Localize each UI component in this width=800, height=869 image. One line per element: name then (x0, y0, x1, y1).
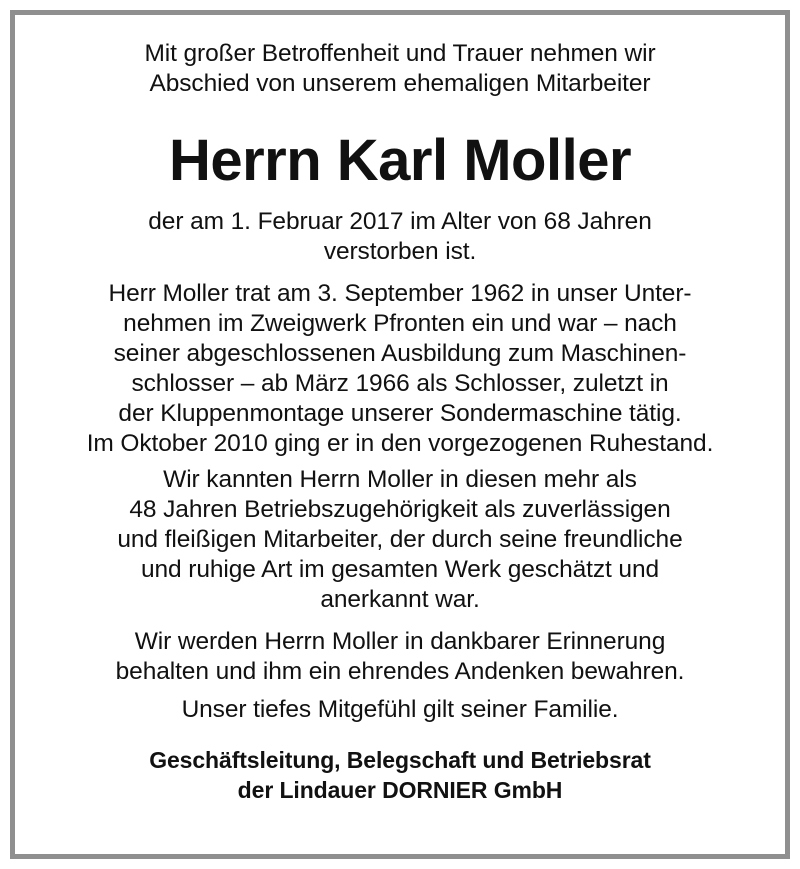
tribute-line: und fleißigen Mitarbeiter, der durch seine freundliche (117, 526, 683, 553)
intro-line: Abschied von unserem ehemaligen Mitarbeiter (149, 70, 651, 97)
career-line: der Kluppenmontage unserer Sondermaschine tätig. (118, 400, 682, 427)
death-line: verstorben ist. (323, 238, 477, 265)
sympathy-line: Unser tiefes Mitgefühl gilt seiner Familie. (181, 696, 619, 723)
career-paragraph (15, 279, 785, 459)
tribute-paragraph (15, 465, 785, 615)
tribute-line: 48 Jahren Betriebszugehörigkeit als zuverlässigen (129, 496, 671, 523)
career-line: Im Oktober 2010 ging er in den vorgezogenen Ruhestand. (86, 430, 714, 457)
career-line: nehmen im Zweigwerk Pfronten ein und war – nach (123, 310, 677, 337)
tribute-line: Wir kannten Herrn Moller in diesen mehr als (163, 466, 637, 493)
obituary-frame (10, 10, 790, 859)
memory-line: behalten und ihm ein ehrendes Andenken bewahren. (115, 658, 685, 685)
death-line: der am 1. Februar 2017 im Alter von 68 Jahren (148, 208, 652, 235)
signature-line: Geschäftsleitung, Belegschaft und Betriebsrat (149, 747, 651, 773)
death-paragraph (15, 207, 785, 267)
deceased-name: Herrn Karl Moller (168, 128, 632, 193)
tribute-line: und ruhige Art im gesamten Werk geschätzt und (141, 556, 659, 583)
career-line: Herr Moller trat am 3. September 1962 in unser Unter- (108, 280, 692, 307)
intro-paragraph (15, 39, 785, 99)
obituary-content (15, 15, 785, 854)
career-line: schlosser – ab März 1966 als Schlosser, zuletzt in (131, 370, 669, 397)
intro-line: Mit großer Betroffenheit und Trauer nehmen wir (144, 40, 656, 67)
memory-line: Wir werden Herrn Moller in dankbarer Erinnerung (134, 628, 666, 655)
signature-block (15, 745, 785, 805)
sympathy-paragraph (15, 695, 785, 725)
tribute-line: anerkannt war. (320, 586, 480, 613)
signature-line: der Lindauer DORNIER GmbH (237, 777, 563, 803)
memory-paragraph (15, 627, 785, 687)
career-line: seiner abgeschlossenen Ausbildung zum Maschinen- (113, 340, 687, 367)
